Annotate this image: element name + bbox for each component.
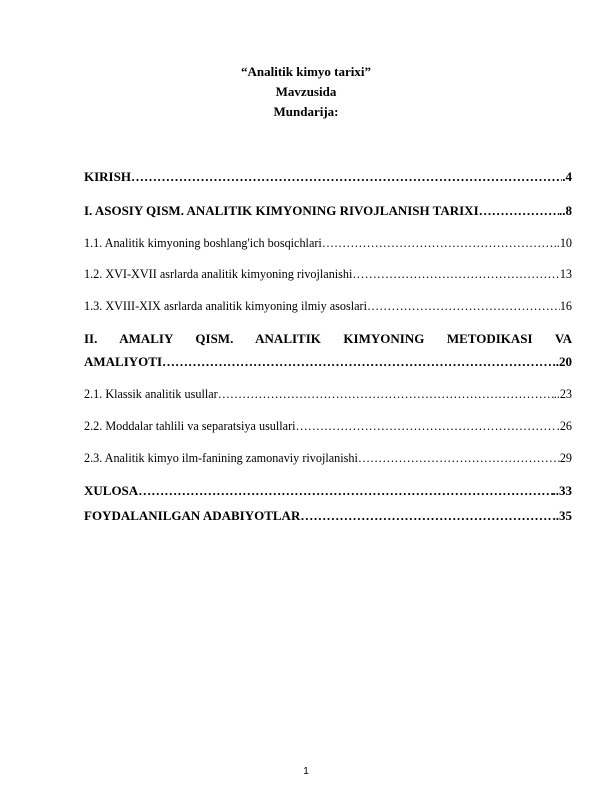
toc-leader-dots xyxy=(479,203,559,219)
toc-entry-page: .26 xyxy=(556,419,572,433)
toc-entry-part-one[interactable] xyxy=(84,203,572,219)
toc-entry-label: 1.3. XVIII-XIX asrlarda analitik kimyoning ilmiy asoslari xyxy=(84,299,367,313)
toc-entry-1-2[interactable] xyxy=(84,267,572,282)
toc-leader-dots xyxy=(296,419,557,434)
toc-entry-page: 16 xyxy=(559,299,572,313)
toc-entry-references[interactable] xyxy=(84,508,572,524)
toc-leader-dots xyxy=(131,169,562,185)
toc-leader-dots xyxy=(358,451,560,466)
toc-entry-label: 1.1. Analitik kimyoning boshlang'ich bosqichlari xyxy=(84,236,322,250)
toc-entry-page: 13 xyxy=(559,267,572,281)
toc-entry-page: ..8 xyxy=(559,203,572,218)
document-title: “Analitik kimyo tarixi” xyxy=(240,64,371,79)
toc-entry-xulosa[interactable] xyxy=(84,483,572,499)
toc-entry-kirish[interactable] xyxy=(84,169,572,185)
toc-entry-part-two[interactable] xyxy=(84,354,572,370)
toc-entry-label: AMALIYOTI xyxy=(84,354,163,369)
toc-leader-dots xyxy=(322,236,554,251)
toc-entry-1-1[interactable] xyxy=(84,236,572,251)
toc-entry-page: ..35 xyxy=(552,508,572,523)
contents-heading: Mundarija: xyxy=(273,104,339,119)
toc-entry-page: ..33 xyxy=(552,483,572,498)
toc-entry-label: 1.2. XVI-XVII asrlarda analitik kimyoning rivojlanishi xyxy=(84,267,353,281)
toc-leader-dots xyxy=(162,354,556,370)
toc-entry-label: 2.1. Klassik analitik usullar xyxy=(84,387,218,401)
page-number: 1 xyxy=(303,766,309,777)
toc-entry-page: .4 xyxy=(562,169,572,184)
toc-leader-dots xyxy=(218,387,554,402)
toc-entry-2-3[interactable] xyxy=(84,451,572,466)
toc-entry-label: I. ASOSIY QISM. ANALITIK KIMYONING RIVOJLANISH TARIXI xyxy=(84,203,479,218)
toc-entry-part-two-line1[interactable]: II. AMALIY QISM. ANALITIK KIMYONING METODIKASI VA xyxy=(84,331,572,346)
toc-entry-page: ..23 xyxy=(553,387,572,401)
toc-entry-label: 2.2. Moddalar tahlili va separatsiya usullari xyxy=(84,419,296,433)
toc-leader-dots xyxy=(300,508,552,524)
toc-entry-label: XULOSA xyxy=(84,483,139,498)
toc-entry-label: KIRISH xyxy=(84,169,131,184)
toc-entry-2-2[interactable] xyxy=(84,419,572,434)
toc-entry-label: 2.3. Analitik kimyo ilm-fanining zamonaviy rivojlanishi xyxy=(84,451,358,465)
toc-leader-dots xyxy=(367,299,560,314)
toc-entry-label: FOYDALANILGAN ADABIYOTLAR xyxy=(84,508,301,523)
toc-entry-page: 29 xyxy=(559,451,572,465)
toc-leader-dots xyxy=(352,267,559,282)
toc-entry-page: ..10 xyxy=(553,236,572,250)
document-subtitle: Mavzusida xyxy=(275,84,337,99)
toc-leader-dots xyxy=(138,483,552,499)
toc-entry-page: .20 xyxy=(555,354,572,369)
toc-entry-2-1[interactable] xyxy=(84,387,572,402)
toc-entry-1-3[interactable] xyxy=(84,299,572,314)
